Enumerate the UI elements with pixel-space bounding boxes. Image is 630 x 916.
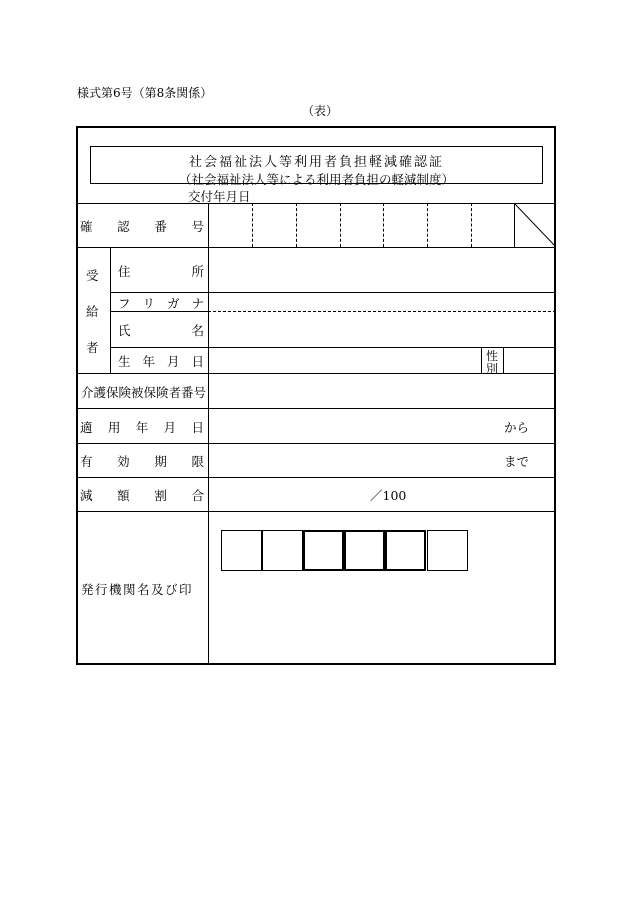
diagonal-slash	[514, 203, 556, 247]
apply-date-label: 適 用 年 月 日	[80, 420, 204, 435]
birthdate-label: 生 年 月 日	[118, 354, 204, 369]
row-divider	[76, 203, 556, 204]
recipient-column-divider	[110, 247, 111, 373]
digit-divider	[340, 203, 341, 247]
digit-divider	[383, 203, 384, 247]
certificate-title: 社会福祉法人等利用者負担軽減確認証	[188, 155, 444, 170]
recipient-label-1: 受	[86, 268, 99, 283]
row-divider	[76, 373, 556, 374]
issuer-code-box	[385, 530, 426, 571]
digit-divider	[296, 203, 297, 247]
issue-date-label: 交付年月日	[188, 189, 251, 204]
gender-divider	[503, 347, 504, 373]
row-divider	[76, 511, 556, 512]
row-divider	[76, 247, 556, 248]
row-divider	[76, 408, 556, 409]
row-divider	[110, 292, 556, 293]
insured-number-label: 介護保険被保険者番号	[81, 385, 207, 400]
issuer-code-box	[303, 530, 344, 571]
label-column-divider	[208, 203, 209, 665]
side-label: （表）	[302, 104, 339, 118]
recipient-label-2: 給	[86, 304, 99, 319]
address-label: 住 所	[118, 264, 204, 279]
gender-label-top: 性	[486, 349, 499, 363]
from-suffix: から	[504, 420, 530, 435]
row-divider	[76, 477, 556, 478]
digit-divider	[252, 203, 253, 247]
recipient-label-3: 者	[86, 340, 99, 355]
gender-divider	[481, 347, 482, 373]
name-label: 氏 名	[118, 323, 204, 338]
confirm-number-label: 確 認 番 号	[80, 219, 204, 234]
until-suffix: まで	[504, 454, 530, 469]
row-divider	[76, 443, 556, 444]
furigana-divider	[208, 311, 556, 312]
issuer-label: 発行機関名及び印	[81, 582, 194, 597]
reduction-value: ／100	[370, 488, 407, 503]
furigana-label: フ リ ガ ナ	[118, 296, 204, 311]
issuer-code-box	[262, 530, 303, 571]
title-box	[90, 146, 543, 187]
digit-divider	[471, 203, 472, 247]
issuer-code-box	[221, 530, 262, 571]
issuer-code-box	[427, 530, 468, 571]
gender-label-bottom: 別	[486, 362, 499, 376]
issuer-code-box	[344, 530, 385, 571]
form-number-label: 様式第6号（第8条関係）	[77, 86, 213, 100]
reduction-rate-label: 減 額 割 合	[80, 488, 204, 503]
valid-until-label: 有 効 期 限	[80, 454, 204, 469]
digit-divider	[427, 203, 428, 247]
certificate-subtitle: （社会福祉法人等による利用者負担の軽減制度）	[178, 172, 454, 187]
